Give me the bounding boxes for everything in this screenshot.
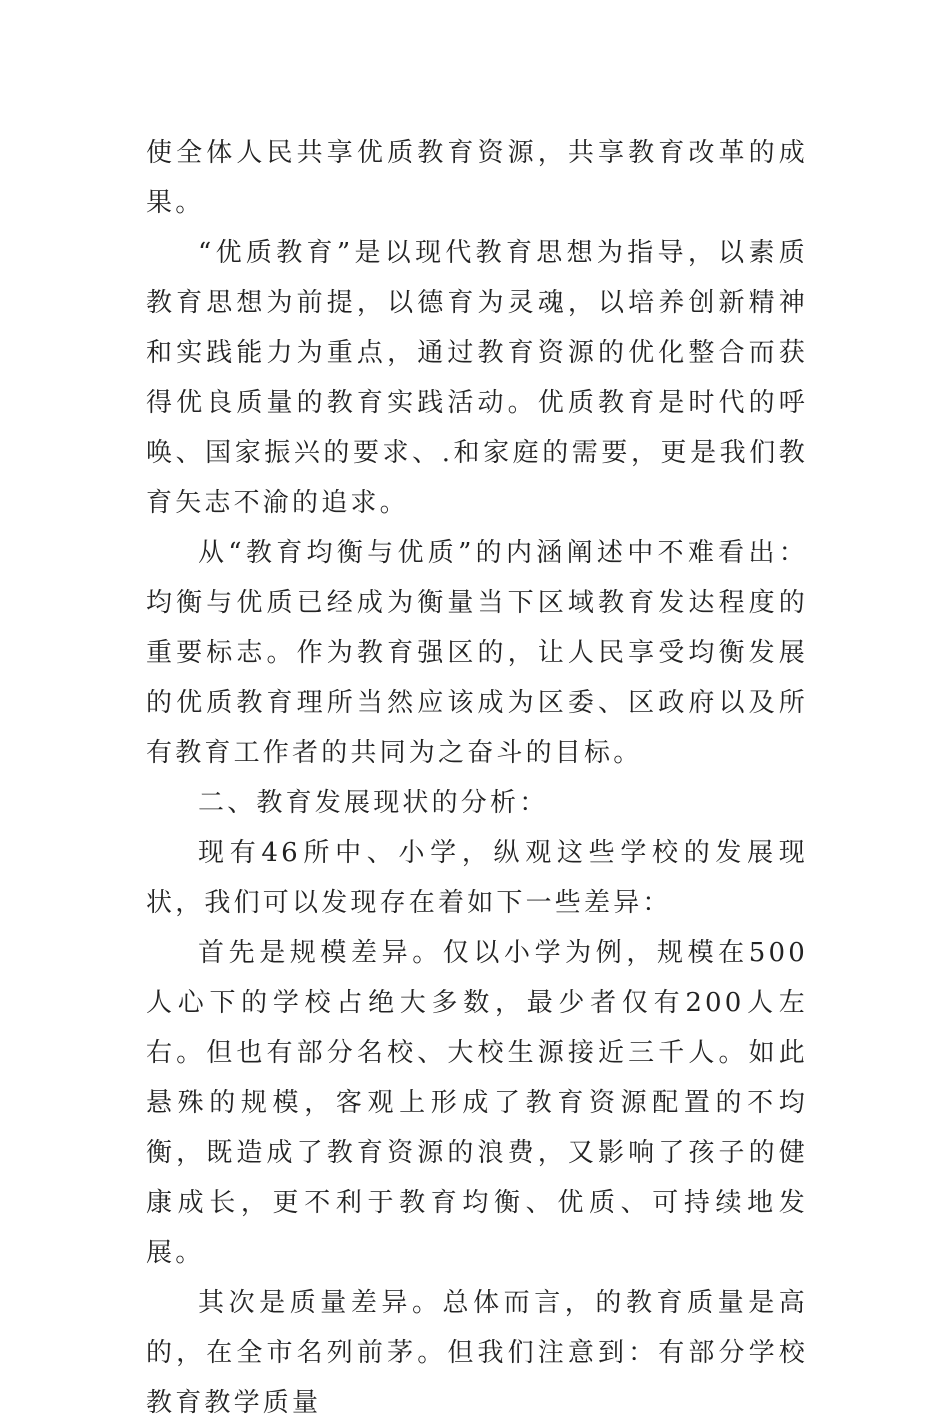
section-heading-status-analysis: 二、教育发展现状的分析： <box>198 788 549 818</box>
paragraph-school-overview: 现有46所中、小学，纵观这些学校的发展现状，我们可以发现存在着如下一些差异： <box>146 838 808 918</box>
paragraph-quality-difference: 其次是质量差异。总体而言，的教育质量是高的，在全市名列前茅。但我们注意到：有部分学校教育教学质量 <box>146 1288 808 1418</box>
paragraph-quality-education: “优质教育”是以现代教育思想为指导，以素质教育思想为前提，以德育为灵魂，以培养创新精神和实践能力为重点，通过教育资源的优化整合而获得优良质量的教育实践活动。优质教育是时代的呼唤、国家振兴的要求、.和家庭的需要，更是我们教育矢志不渝的追求。 <box>146 238 808 518</box>
paragraph-scale-difference: 首先是规模差异。仅以小学为例，规模在500人心下的学校占绝大多数，最少者仅有200人左右。但也有部分名校、大校生源接近三千人。如此悬殊的规模，客观上形成了教育资源配置的不均衡，既造成了教育资源的浪费，又影响了孩子的健康成长，更不利于教育均衡、优质、可持续地发展。 <box>146 938 808 1268</box>
body-text <box>146 128 808 1428</box>
paragraph-continuation: 使全体人民共享优质教育资源，共享教育改革的成果。 <box>146 138 808 218</box>
paragraph-balance-quality: 从“教育均衡与优质”的内涵阐述中不难看出：均衡与优质已经成为衡量当下区域教育发达程度的重要标志。作为教育强区的，让人民享受均衡发展的优质教育理所当然应该成为区委、区政府以及所有教育工作者的共同为之奋斗的目标。 <box>146 538 808 768</box>
